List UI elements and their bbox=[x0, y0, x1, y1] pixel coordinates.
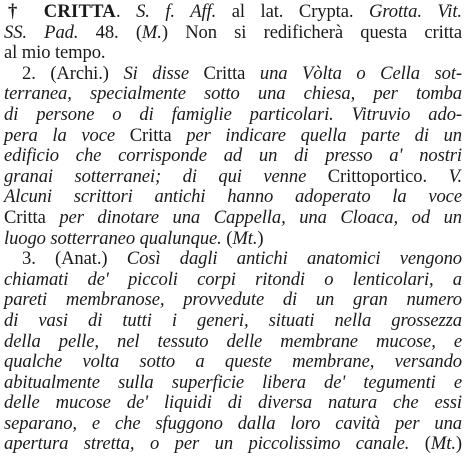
dagger-mark: † bbox=[8, 1, 44, 22]
entry-line bbox=[4, 23, 462, 44]
entry-line bbox=[4, 249, 462, 270]
entry-text: delle mucose de' liquidi di diversa natura che essi bbox=[4, 392, 462, 414]
entry-line bbox=[4, 311, 462, 332]
entry-text: ( bbox=[221, 227, 233, 249]
entry-text: 48. ( bbox=[78, 21, 142, 43]
entry-text: di vasi di tutti i generi, situati nella grossezza bbox=[4, 309, 462, 331]
entry-text: Critta bbox=[4, 206, 60, 228]
entry-line bbox=[4, 393, 462, 414]
grammar-abbrev: S. f. Aff. bbox=[136, 1, 217, 22]
entry-line bbox=[4, 414, 462, 435]
entry-text: pareti membranose, provvedute di un gran numero bbox=[4, 289, 462, 311]
entry-text: ) bbox=[257, 227, 264, 249]
entry-line bbox=[4, 64, 462, 85]
entry-text: Si disse bbox=[123, 62, 189, 84]
entry-text: della pelle, nel tessuto delle membrane mucose, e bbox=[4, 330, 462, 352]
entry-text: terranea, specialmente sotto una chiesa, per tomba bbox=[4, 83, 462, 105]
citation: SS. Pad. bbox=[4, 21, 79, 43]
entry-line bbox=[4, 167, 462, 188]
entry-text: . bbox=[115, 1, 137, 22]
entry-line bbox=[4, 270, 462, 291]
entry-text: Crittoportico. bbox=[306, 165, 449, 187]
entry-line bbox=[4, 105, 462, 126]
entry-text: Critta bbox=[188, 62, 260, 84]
source-abbrev: Mt. bbox=[430, 433, 456, 455]
entry-text: chiamati de' piccoli corpi ritondi o lenticolari, a bbox=[4, 268, 462, 290]
entry-line bbox=[4, 2, 462, 23]
entry-line bbox=[4, 290, 462, 311]
entry-text: separano, e che sfuggono dalla loro cavità per una bbox=[4, 412, 462, 434]
entry-text: per indicare quella parte di un bbox=[186, 124, 463, 146]
entry-line bbox=[4, 332, 462, 353]
entry-text: Così dagli antichi anatomici vengono bbox=[126, 248, 462, 270]
entry-line bbox=[4, 84, 462, 105]
entry-text: luogo sotterraneo qualunque. bbox=[4, 227, 222, 249]
entry-text: al lat. Crypta. bbox=[216, 1, 370, 22]
dictionary-entry bbox=[4, 2, 462, 455]
entry-text: ) Non si redificherà questa critta bbox=[161, 21, 462, 43]
entry-text: V. bbox=[448, 165, 462, 187]
entry-text: edificio che corrisponde ad un di presso a' nostri bbox=[4, 145, 462, 167]
entry-line bbox=[4, 352, 462, 373]
source-abbrev: M. bbox=[141, 21, 162, 43]
entry-text: al mio tempo. bbox=[4, 42, 106, 64]
entry-line bbox=[4, 229, 462, 250]
entry-line bbox=[4, 187, 462, 208]
entry-text: qualche volta sotto a queste membrane, versando bbox=[4, 351, 462, 373]
entry-line bbox=[4, 43, 462, 64]
entry-text: abitualmente sulla superficie libera de' tegumenti e bbox=[4, 371, 462, 393]
entry-text: apertura stretta, o per un piccolissimo canale. bbox=[4, 433, 410, 455]
sense-number: 2. (Archi.) bbox=[22, 62, 124, 84]
headword: CRITTA bbox=[43, 1, 116, 22]
entry-text: Critta bbox=[115, 124, 187, 146]
entry-line bbox=[4, 208, 462, 229]
entry-text: una Vòlta o Cella sot- bbox=[259, 62, 462, 84]
source-abbrev: Mt. bbox=[232, 227, 258, 249]
entry-line bbox=[4, 434, 462, 455]
sense-number: 3. (Anat.) bbox=[22, 248, 127, 270]
entry-line bbox=[4, 126, 462, 147]
entry-text: per dinotare una Cappella, una Cloaca, od un bbox=[59, 206, 462, 228]
entry-text: granai sotterranei; di qui venne bbox=[4, 165, 307, 187]
entry-text: ) bbox=[455, 433, 463, 455]
entry-text: Alcuni scrittori antichi hanno adoperato la voce bbox=[4, 186, 462, 208]
entry-text: di persone o di famiglie particolari. Vitruvio ado- bbox=[4, 103, 462, 125]
entry-text: pera la voce bbox=[4, 124, 116, 146]
entry-text: ( bbox=[409, 433, 431, 455]
entry-text: Grotta. Vit. bbox=[369, 1, 462, 22]
entry-line bbox=[4, 146, 462, 167]
entry-line bbox=[4, 373, 462, 394]
